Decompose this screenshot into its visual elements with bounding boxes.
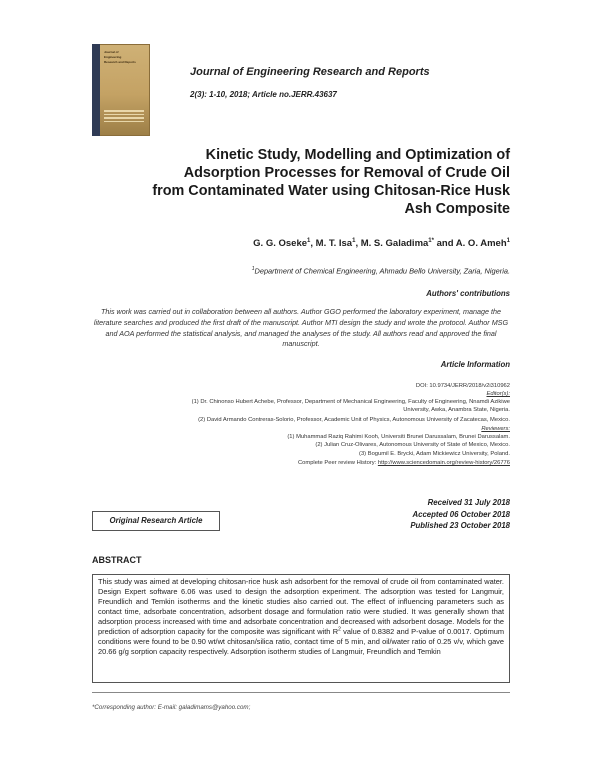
journal-cover-image xyxy=(92,44,150,136)
abstract-text: This study was aimed at developing chitosan-rice husk ash adsorbent for the removal of crude oil from contaminated water. Design Expert software 6.06 was used to design the adsorption experiment. The adsorption was tested for Langmuir, Freundlich and Temkin isotherms and the kinetic studies also carried out. The effect of influencing parameters such as contact time, adsorbate concentration, adsorbent dosage and formulation ratio were studied. It was generally shown that adsorption process increased with time and adsorbate concentration and decreased with adsorbent dosage. Models for the prediction of adsorption capacity for the composite was significant with R xyxy=(98,577,504,636)
received-date: Received 31 July 2018 xyxy=(427,498,510,507)
cover-spine xyxy=(92,44,100,136)
title-line: Adsorption Processes for Removal of Crude Oil xyxy=(183,165,510,181)
author-sep: , xyxy=(355,238,361,250)
title-line: Kinetic Study, Modelling and Optimization of xyxy=(205,147,510,163)
contributions-text: This work was carried out in collaboration between all authors. Author GGO performed the laboratory experiment, manage the literature searches and produced the first draft of the manuscript. Author MTI design the study and wrote the protocol. Author MSG and AOA performed the statistical analysis, and managed the analyses of the study. All authors read and approved the final manuscript. xyxy=(93,307,509,349)
title-line: from Contaminated Water using Chitosan-Rice Husk xyxy=(152,183,510,199)
review-history-label: Complete Peer review History: xyxy=(297,460,377,466)
cover-title-line: Research and Reports xyxy=(104,60,136,64)
abstract-text-cont: value of 0.8382 and P-value of 0.0017. Optimum conditions were found to be 0.90 wt/wt chitosan/silica ratio, contact time of 5 min, and oil/water ratio of 0.25 v/v, which gave 20.66 g/g sorption capacity respectively. Adsorption isotherm studies of Langmuir, Freundlich and Temkin xyxy=(98,627,504,656)
cover-decoration xyxy=(104,110,144,124)
author-name: G. G. Oseke xyxy=(253,238,308,250)
author-sep: , xyxy=(310,238,316,250)
affiliation-sup: 1 xyxy=(251,266,255,272)
reviewer-line: (2) Julian Cruz-Olivares, Autonomous University of State of Mexico, Mexico. xyxy=(315,442,510,448)
reviewer-line: (1) Muhammad Raziq Rahimi Kooh, Universiti Brunei Darussalam, Brunei Darussalam. xyxy=(287,434,510,440)
cover-title-line: Engineering xyxy=(104,55,122,59)
issue-info: 2(3): 1-10, 2018; Article no.JERR.43637 xyxy=(190,90,337,99)
article-info-heading: Article Information xyxy=(440,360,510,369)
author-sup: 1* xyxy=(428,238,434,244)
affiliation xyxy=(120,266,510,275)
cover-title-line: Journal of xyxy=(104,50,119,54)
corresponding-author-footnote: *Corresponding author: E-mail: galadimams@yahoo.com; xyxy=(92,704,251,711)
reviewer-line: (3) Bogumil E. Brycki, Adam Mickiewicz University, Poland. xyxy=(359,451,510,457)
author-list xyxy=(160,238,510,249)
author-name: M. T. Isa xyxy=(315,238,353,250)
published-date: Published 23 October 2018 xyxy=(410,521,510,531)
author-name: M. S. Galadima xyxy=(360,238,429,250)
article-type-label: Original Research Article xyxy=(92,511,220,531)
article-title xyxy=(110,146,510,218)
editor-line: (2) David Armando Contreras-Solorio, Professor, Academic Unit of Physics, Autonomous University of Zacatecas, Mexico. xyxy=(198,417,510,423)
editors-label xyxy=(92,391,510,399)
editors-label-text: Editor(s): xyxy=(486,391,510,397)
author-sup: 1 xyxy=(506,238,510,244)
abstract-box xyxy=(92,574,510,683)
author-sup: 1 xyxy=(352,238,356,244)
author-sep: and xyxy=(433,238,456,250)
title-line: Ash Composite xyxy=(404,201,510,217)
journal-name: Journal of Engineering Research and Reports xyxy=(190,66,430,78)
abstract-heading: ABSTRACT xyxy=(92,555,142,565)
review-history xyxy=(92,460,510,468)
author-name: A. O. Ameh xyxy=(455,238,507,250)
reviewers-label xyxy=(92,426,510,434)
footnote-divider xyxy=(92,692,510,693)
author-sup: 1 xyxy=(307,238,311,244)
contributions-heading: Authors' contributions xyxy=(426,289,510,298)
editor-line: University, Awka, Anambra State, Nigeria. xyxy=(403,407,510,413)
affiliation-text: Department of Chemical Engineering, Ahmadu Bello University, Zaria, Nigeria. xyxy=(254,266,510,276)
doi: DOI: 10.9734/JERR/2018/v2i310962 xyxy=(415,383,510,389)
editor-line: (1) Dr. Chinonso Hubert Achebe, Professor, Department of Mechanical Engineering, Faculty of Engineering, Nnamdi Azikiwe xyxy=(191,399,510,405)
abstract-sup: 2 xyxy=(338,626,341,633)
reviewers-label-text: Reviewers: xyxy=(481,426,510,432)
review-history-link[interactable]: http://www.sciencedomain.org/review-history/26776 xyxy=(377,460,510,466)
article-dates xyxy=(330,497,510,532)
accepted-date: Accepted 06 October 2018 xyxy=(412,509,510,519)
